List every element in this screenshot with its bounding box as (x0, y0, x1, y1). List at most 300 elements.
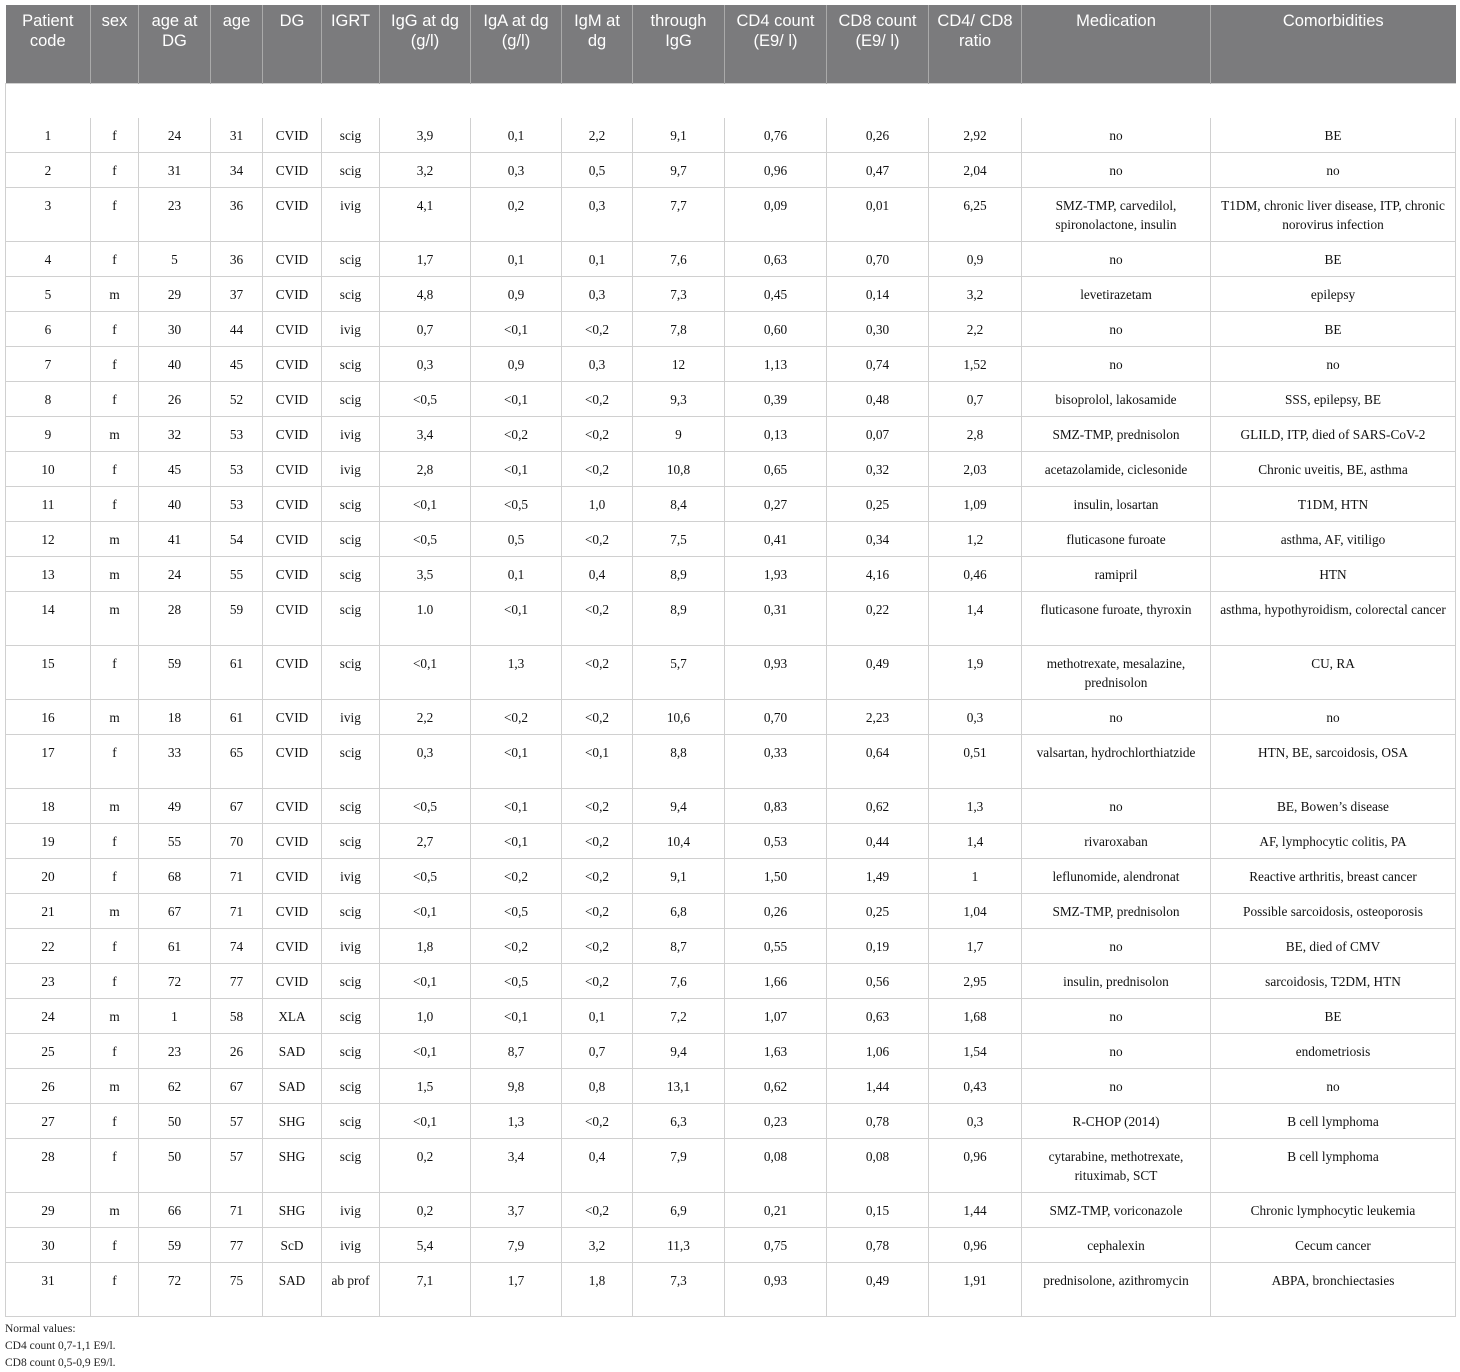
cell-age-at-dg: 24 (139, 118, 211, 153)
cell-igm: 3,2 (562, 1227, 633, 1262)
cell-cd4: 0,76 (725, 118, 827, 153)
cell-igm: 0,4 (562, 1138, 633, 1192)
cell-medication: no (1022, 118, 1211, 153)
cell-dg: CVID (263, 276, 322, 311)
cell-age: 36 (211, 187, 263, 241)
cell-igm: <0,2 (562, 963, 633, 998)
table-row (6, 645, 1456, 699)
cell-igrt: scig (322, 152, 380, 187)
cell-ratio: 0,43 (929, 1068, 1022, 1103)
cell-ratio: 1,4 (929, 823, 1022, 858)
cell-igg: <0,5 (380, 381, 471, 416)
cell-cd8: 0,49 (827, 645, 929, 699)
table-row (6, 152, 1456, 187)
cell-igg: 1,7 (380, 241, 471, 276)
cell-cd4: 1,66 (725, 963, 827, 998)
cell-patient-code: 7 (6, 346, 91, 381)
cell-age: 26 (211, 1033, 263, 1068)
cell-medication: R-CHOP (2014) (1022, 1103, 1211, 1138)
cell-igm: <0,2 (562, 1192, 633, 1227)
cell-comorbidities: BE, Bowen’s disease (1211, 788, 1456, 823)
cell-ratio: 1,91 (929, 1262, 1022, 1316)
cell-igg: 3,2 (380, 152, 471, 187)
cell-igrt: ab prof (322, 1262, 380, 1316)
cell-age: 53 (211, 451, 263, 486)
cell-igm: 1,0 (562, 486, 633, 521)
cell-through-igg: 5,7 (633, 645, 725, 699)
cell-iga: <0,1 (471, 451, 562, 486)
cell-cd8: 0,22 (827, 591, 929, 645)
cell-igg: <0,5 (380, 858, 471, 893)
cell-igg: 0,3 (380, 734, 471, 788)
cell-dg: CVID (263, 928, 322, 963)
cell-iga: 1,7 (471, 1262, 562, 1316)
cell-cd8: 0,49 (827, 1262, 929, 1316)
cell-dg: SHG (263, 1138, 322, 1192)
cell-dg: CVID (263, 346, 322, 381)
cell-cd8: 1,49 (827, 858, 929, 893)
cell-iga: 0,9 (471, 346, 562, 381)
cell-cd8: 0,01 (827, 187, 929, 241)
cell-sex: f (91, 152, 139, 187)
cell-iga: <0,1 (471, 381, 562, 416)
cell-through-igg: 7,6 (633, 241, 725, 276)
cell-dg: CVID (263, 381, 322, 416)
cell-sex: f (91, 187, 139, 241)
cell-iga: <0,1 (471, 591, 562, 645)
cell-medication: no (1022, 346, 1211, 381)
table-row (6, 416, 1456, 451)
cell-dg: SAD (263, 1262, 322, 1316)
cell-ratio: 1,4 (929, 591, 1022, 645)
cell-igrt: ivig (322, 187, 380, 241)
cell-through-igg: 10,4 (633, 823, 725, 858)
cell-iga: 7,9 (471, 1227, 562, 1262)
cell-ratio: 1,9 (929, 645, 1022, 699)
cell-comorbidities: no (1211, 152, 1456, 187)
cell-cd4: 0,21 (725, 1192, 827, 1227)
cell-comorbidities: T1DM, chronic liver disease, ITP, chronic norovirus infection (1211, 187, 1456, 241)
cell-dg: CVID (263, 521, 322, 556)
cell-dg: SHG (263, 1192, 322, 1227)
cell-igg: 0,7 (380, 311, 471, 346)
table-row (6, 788, 1456, 823)
cell-through-igg: 7,5 (633, 521, 725, 556)
cell-sex: f (91, 734, 139, 788)
cell-dg: CVID (263, 241, 322, 276)
cell-medication: SMZ-TMP, carvedilol, spironolactone, insulin (1022, 187, 1211, 241)
header-through-igg: through IgG (633, 5, 725, 84)
header-cd8-count: CD8 count (E9/ l) (827, 5, 929, 84)
cell-age: 71 (211, 858, 263, 893)
cell-igg: 4,1 (380, 187, 471, 241)
cell-age: 65 (211, 734, 263, 788)
cell-comorbidities: Chronic uveitis, BE, asthma (1211, 451, 1456, 486)
cell-through-igg: 9,3 (633, 381, 725, 416)
cell-cd4: 0,75 (725, 1227, 827, 1262)
cell-cd4: 0,08 (725, 1138, 827, 1192)
cell-sex: f (91, 241, 139, 276)
cell-age: 54 (211, 521, 263, 556)
cell-igg: 4,8 (380, 276, 471, 311)
cell-ratio: 1,68 (929, 998, 1022, 1033)
header-dg: DG (263, 5, 322, 84)
cell-cd8: 2,23 (827, 699, 929, 734)
cell-dg: SAD (263, 1068, 322, 1103)
cell-iga: <0,5 (471, 486, 562, 521)
cell-ratio: 0,9 (929, 241, 1022, 276)
cell-igrt: scig (322, 893, 380, 928)
cell-igrt: scig (322, 1103, 380, 1138)
cell-through-igg: 10,6 (633, 699, 725, 734)
table-row (6, 521, 1456, 556)
cell-sex: f (91, 645, 139, 699)
cell-sex: f (91, 311, 139, 346)
cell-dg: ScD (263, 1227, 322, 1262)
cell-age: 53 (211, 486, 263, 521)
cell-iga: 0,3 (471, 152, 562, 187)
cell-cd4: 1,13 (725, 346, 827, 381)
cell-patient-code: 6 (6, 311, 91, 346)
cell-sex: f (91, 1138, 139, 1192)
cell-age-at-dg: 41 (139, 521, 211, 556)
table-body (6, 84, 1456, 1317)
cell-igm: <0,2 (562, 311, 633, 346)
cell-sex: f (91, 963, 139, 998)
cell-sex: m (91, 276, 139, 311)
cell-cd8: 0,07 (827, 416, 929, 451)
cell-cd4: 0,26 (725, 893, 827, 928)
cell-patient-code: 23 (6, 963, 91, 998)
cell-age: 67 (211, 788, 263, 823)
cell-age-at-dg: 40 (139, 486, 211, 521)
cell-igg: <0,1 (380, 963, 471, 998)
cell-through-igg: 9,7 (633, 152, 725, 187)
table-row (6, 963, 1456, 998)
cell-medication: fluticasone furoate (1022, 521, 1211, 556)
cell-igrt: scig (322, 998, 380, 1033)
table-header (6, 5, 1456, 84)
cell-dg: CVID (263, 699, 322, 734)
cell-cd8: 1,06 (827, 1033, 929, 1068)
cell-patient-code: 12 (6, 521, 91, 556)
cell-igg: <0,1 (380, 486, 471, 521)
cell-sex: m (91, 788, 139, 823)
cell-patient-code: 15 (6, 645, 91, 699)
cell-igm: <0,2 (562, 858, 633, 893)
cell-iga: 8,7 (471, 1033, 562, 1068)
header-age: age (211, 5, 263, 84)
table-row (6, 451, 1456, 486)
cell-ratio: 1 (929, 858, 1022, 893)
header-sex: sex (91, 5, 139, 84)
cell-igm: <0,2 (562, 823, 633, 858)
cell-age-at-dg: 72 (139, 1262, 211, 1316)
cell-sex: m (91, 521, 139, 556)
header-cd4-count: CD4 count (E9/ l) (725, 5, 827, 84)
cell-igg: <0,1 (380, 893, 471, 928)
cell-cd8: 0,78 (827, 1227, 929, 1262)
cell-cd4: 1,07 (725, 998, 827, 1033)
cell-age: 45 (211, 346, 263, 381)
cell-medication: no (1022, 699, 1211, 734)
table-row (6, 998, 1456, 1033)
cell-through-igg: 7,8 (633, 311, 725, 346)
cell-patient-code: 19 (6, 823, 91, 858)
cell-age-at-dg: 29 (139, 276, 211, 311)
cell-sex: m (91, 1192, 139, 1227)
cell-igrt: scig (322, 118, 380, 153)
cell-age-at-dg: 24 (139, 556, 211, 591)
cell-medication: bisoprolol, lakosamide (1022, 381, 1211, 416)
cell-patient-code: 22 (6, 928, 91, 963)
cell-igm: <0,2 (562, 1103, 633, 1138)
cell-sex: m (91, 1068, 139, 1103)
cell-cd4: 0,09 (725, 187, 827, 241)
cell-igrt: ivig (322, 311, 380, 346)
cell-patient-code: 9 (6, 416, 91, 451)
cell-sex: f (91, 451, 139, 486)
header-iga-at-dg: IgA at dg (g/l) (471, 5, 562, 84)
cell-age: 61 (211, 645, 263, 699)
cell-iga: 1,3 (471, 1103, 562, 1138)
cell-medication: no (1022, 241, 1211, 276)
cell-sex: m (91, 893, 139, 928)
table-row (6, 276, 1456, 311)
cell-medication: ramipril (1022, 556, 1211, 591)
cell-age-at-dg: 5 (139, 241, 211, 276)
cell-cd8: 0,15 (827, 1192, 929, 1227)
cell-iga: <0,2 (471, 416, 562, 451)
cell-through-igg: 8,9 (633, 556, 725, 591)
cell-dg: CVID (263, 591, 322, 645)
cell-through-igg: 9,1 (633, 858, 725, 893)
cell-ratio: 0,7 (929, 381, 1022, 416)
cell-igrt: scig (322, 486, 380, 521)
table-row (6, 118, 1456, 153)
cell-ratio: 0,51 (929, 734, 1022, 788)
cell-igrt: scig (322, 556, 380, 591)
cell-age-at-dg: 26 (139, 381, 211, 416)
cell-iga: 0,1 (471, 241, 562, 276)
cell-sex: m (91, 591, 139, 645)
header-row (6, 5, 1456, 84)
cell-igrt: scig (322, 521, 380, 556)
cell-comorbidities: T1DM, HTN (1211, 486, 1456, 521)
cell-cd8: 0,64 (827, 734, 929, 788)
table-row (6, 893, 1456, 928)
cell-igm: <0,2 (562, 416, 633, 451)
cell-igm: <0,2 (562, 521, 633, 556)
cell-igg: 7,1 (380, 1262, 471, 1316)
cell-comorbidities: no (1211, 699, 1456, 734)
cell-igrt: scig (322, 823, 380, 858)
cell-igm: 0,8 (562, 1068, 633, 1103)
cell-igg: 1.0 (380, 591, 471, 645)
cell-igrt: ivig (322, 928, 380, 963)
cell-sex: m (91, 998, 139, 1033)
cell-cd4: 0,53 (725, 823, 827, 858)
cell-patient-code: 17 (6, 734, 91, 788)
cell-age: 57 (211, 1138, 263, 1192)
cell-comorbidities: Cecum cancer (1211, 1227, 1456, 1262)
cell-patient-code: 11 (6, 486, 91, 521)
cell-comorbidities: SSS, epilepsy, BE (1211, 381, 1456, 416)
cell-igm: <0,2 (562, 699, 633, 734)
cell-iga: <0,1 (471, 734, 562, 788)
cell-medication: prednisolone, azithromycin (1022, 1262, 1211, 1316)
cell-through-igg: 7,9 (633, 1138, 725, 1192)
cell-ratio: 1,44 (929, 1192, 1022, 1227)
cell-patient-code: 3 (6, 187, 91, 241)
cell-igrt: scig (322, 346, 380, 381)
cell-age-at-dg: 66 (139, 1192, 211, 1227)
table-row (6, 1103, 1456, 1138)
cell-through-igg: 9,4 (633, 1033, 725, 1068)
table-row (6, 381, 1456, 416)
cell-ratio: 2,03 (929, 451, 1022, 486)
cell-dg: CVID (263, 486, 322, 521)
cell-comorbidities: GLILD, ITP, died of SARS-CoV-2 (1211, 416, 1456, 451)
cell-cd4: 0,96 (725, 152, 827, 187)
cell-cd8: 0,25 (827, 486, 929, 521)
cell-medication: valsartan, hydrochlorthiatzide (1022, 734, 1211, 788)
cell-age-at-dg: 55 (139, 823, 211, 858)
cell-dg: CVID (263, 118, 322, 153)
cell-igg: 2,2 (380, 699, 471, 734)
cell-through-igg: 9,4 (633, 788, 725, 823)
header-medication: Medication (1022, 5, 1211, 84)
cell-through-igg: 10,8 (633, 451, 725, 486)
header-age-at-dg: age at DG (139, 5, 211, 84)
cell-igm: <0,2 (562, 591, 633, 645)
cell-ratio: 1,04 (929, 893, 1022, 928)
cell-age-at-dg: 23 (139, 187, 211, 241)
cell-comorbidities: BE (1211, 118, 1456, 153)
cell-age-at-dg: 30 (139, 311, 211, 346)
cell-cd4: 0,31 (725, 591, 827, 645)
cell-sex: f (91, 928, 139, 963)
cell-medication: no (1022, 928, 1211, 963)
cell-dg: XLA (263, 998, 322, 1033)
cell-iga: <0,5 (471, 963, 562, 998)
table-row (6, 928, 1456, 963)
cell-sex: m (91, 699, 139, 734)
footnote-cd8: CD8 count 0,5-0,9 E9/l. (5, 1356, 116, 1369)
table-row (6, 734, 1456, 788)
cell-dg: CVID (263, 963, 322, 998)
cell-cd8: 0,78 (827, 1103, 929, 1138)
cell-age-at-dg: 59 (139, 1227, 211, 1262)
table-row (6, 311, 1456, 346)
cell-cd8: 0,63 (827, 998, 929, 1033)
cell-patient-code: 21 (6, 893, 91, 928)
cell-patient-code: 1 (6, 118, 91, 153)
cell-age: 44 (211, 311, 263, 346)
table-row (6, 346, 1456, 381)
cell-igg: 0,2 (380, 1138, 471, 1192)
cell-iga: 3,7 (471, 1192, 562, 1227)
cell-cd4: 1,93 (725, 556, 827, 591)
cell-cd8: 0,56 (827, 963, 929, 998)
cell-age: 59 (211, 591, 263, 645)
header-patient-code: Patient code (6, 5, 91, 84)
table-row (6, 1068, 1456, 1103)
cell-igrt: ivig (322, 1192, 380, 1227)
cell-cd4: 0,33 (725, 734, 827, 788)
cell-comorbidities: HTN, BE, sarcoidosis, OSA (1211, 734, 1456, 788)
cell-ratio: 1,09 (929, 486, 1022, 521)
cell-igg: 3,4 (380, 416, 471, 451)
cell-cd4: 0,23 (725, 1103, 827, 1138)
cell-comorbidities: CU, RA (1211, 645, 1456, 699)
cell-iga: 0,5 (471, 521, 562, 556)
cell-age: 57 (211, 1103, 263, 1138)
cell-age-at-dg: 59 (139, 645, 211, 699)
cell-medication: leflunomide, alendronat (1022, 858, 1211, 893)
cell-ratio: 1,54 (929, 1033, 1022, 1068)
cell-through-igg: 7,7 (633, 187, 725, 241)
cell-cd4: 0,13 (725, 416, 827, 451)
cell-igg: <0,1 (380, 1033, 471, 1068)
cell-igm: 2,2 (562, 118, 633, 153)
cell-igg: 2,7 (380, 823, 471, 858)
cell-ratio: 0,96 (929, 1227, 1022, 1262)
cell-through-igg: 8,4 (633, 486, 725, 521)
cell-iga: 0,2 (471, 187, 562, 241)
cell-cd8: 0,25 (827, 893, 929, 928)
cell-patient-code: 27 (6, 1103, 91, 1138)
cell-igm: <0,2 (562, 451, 633, 486)
header-cd4-cd8-ratio: CD4/ CD8 ratio (929, 5, 1022, 84)
cell-ratio: 2,92 (929, 118, 1022, 153)
cell-patient-code: 29 (6, 1192, 91, 1227)
cell-through-igg: 9,1 (633, 118, 725, 153)
cell-cd4: 0,93 (725, 645, 827, 699)
cell-cd4: 0,27 (725, 486, 827, 521)
cell-age: 61 (211, 699, 263, 734)
cell-iga: <0,2 (471, 699, 562, 734)
cell-sex: f (91, 1033, 139, 1068)
cell-igg: 1,0 (380, 998, 471, 1033)
cell-age-at-dg: 50 (139, 1138, 211, 1192)
header-spacer (6, 84, 1456, 118)
cell-age: 70 (211, 823, 263, 858)
cell-cd4: 0,60 (725, 311, 827, 346)
cell-iga: <0,2 (471, 928, 562, 963)
footnote-title: Normal values: (5, 1322, 76, 1335)
cell-sex: f (91, 486, 139, 521)
cell-patient-code: 18 (6, 788, 91, 823)
cell-comorbidities: asthma, hypothyroidism, colorectal cancer (1211, 591, 1456, 645)
cell-age-at-dg: 72 (139, 963, 211, 998)
patient-table (5, 5, 1456, 1317)
cell-cd8: 0,26 (827, 118, 929, 153)
cell-age: 71 (211, 1192, 263, 1227)
cell-cd8: 0,48 (827, 381, 929, 416)
cell-igm: 0,5 (562, 152, 633, 187)
cell-through-igg: 7,3 (633, 276, 725, 311)
cell-dg: CVID (263, 311, 322, 346)
cell-ratio: 2,2 (929, 311, 1022, 346)
table-row (6, 591, 1456, 645)
cell-cd4: 0,39 (725, 381, 827, 416)
cell-comorbidities: Reactive arthritis, breast cancer (1211, 858, 1456, 893)
cell-ratio: 1,2 (929, 521, 1022, 556)
cell-cd8: 0,08 (827, 1138, 929, 1192)
cell-through-igg: 9 (633, 416, 725, 451)
cell-age: 52 (211, 381, 263, 416)
